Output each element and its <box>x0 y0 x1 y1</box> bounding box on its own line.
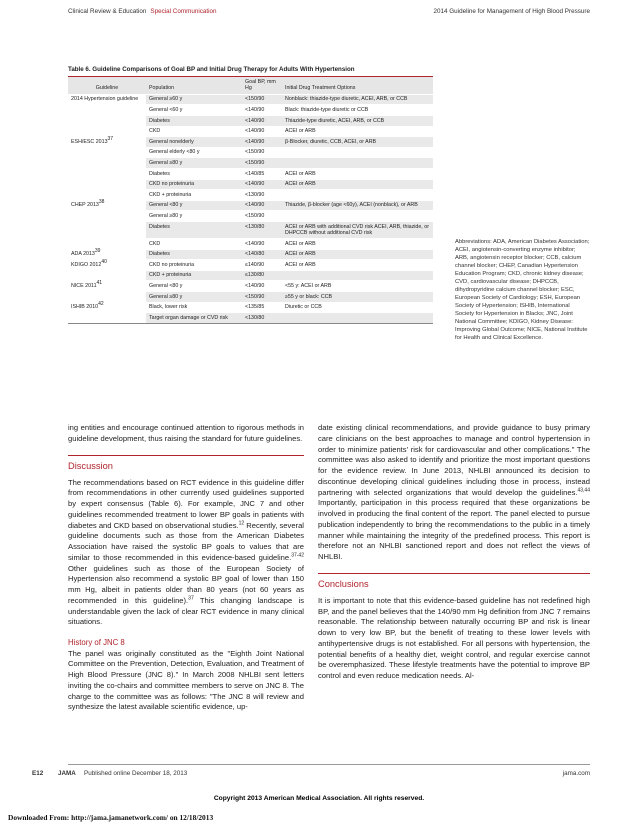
cell-guideline: CHEP 2013$^{38}$ <box>68 200 146 211</box>
cell-population: CKD <box>146 238 242 249</box>
cell-treatment <box>282 158 433 169</box>
cell-guideline: KDIGO 2012$^{40}$ <box>68 260 146 271</box>
table-caption: Table 6. Guideline Comparisons of Goal BP and Initial Drug Therapy for Adults With Hypertension <box>68 66 433 77</box>
cell-goal: <140/90 <box>242 126 282 137</box>
cell-goal: ≤130/80 <box>242 270 282 281</box>
cell-population: CKD <box>146 126 242 137</box>
subsection-heading-history: History of JNC 8 <box>68 638 125 647</box>
cell-population: CKD no proteinuria <box>146 260 242 271</box>
table-row <box>68 270 433 281</box>
cell-population: General <80 y <box>146 200 242 211</box>
table-row <box>68 94 433 105</box>
cell-population: CKD no proteinuria <box>146 179 242 190</box>
paragraph: date existing clinical recommendations, and provide guidance to busy primary care clinicians on the best approaches to manage and control hypertension in order to minimize patients' risk for cardiovascular and other complications." The committee was also asked to identify and prioritize the most important questions for the evidence review. In June 2013, NHLBI announced its decision to discontinue developing clinical guidelines including those in process, instead partnering with selected organizations that would develop the guidelines.$^{43,44}$ Importantly, participation in this process required that these organizations be involved in producing the final content of the report. The panel elected to pursue publication independently to bring the recommendations to the public in a timely manner while maintaining the integrity of the predefined process. This report is therefore not an NHLBI sanctioned report and does not reflect the views of NHLBI. <box>318 423 590 561</box>
cell-goal: <130/80 <box>242 221 282 238</box>
table-row <box>68 147 433 158</box>
cell-treatment: Nonblack: thiazide-type diuretic, ACEI, ARB, or CCB <box>282 94 433 105</box>
conclusions-paragraph: It is important to note that this evidence-based guideline has not redefined high BP, and the panel believes that the 140/90 mm Hg definition from JNC 7 remains reasonable. The relationship between naturally occurring BP and risk is linear down to very low BP, but the benefit of treating to these lower levels with antihypertensive drugs is not established. For all persons with hypertension, the potential benefits of a healthy diet, weight control, and regular exercise cannot be overemphasized. These lifestyle treatments have the potential to improve BP control and even reduce medication needs. Al- <box>318 595 590 680</box>
table-header-row <box>68 77 433 94</box>
section-heading-discussion: Discussion <box>68 455 304 472</box>
running-header <box>68 8 590 22</box>
cell-goal: <130/80 <box>242 313 282 323</box>
cell-population: Diabetes <box>146 116 242 127</box>
cell-treatment: <55 y: ACEI or ARB <box>282 281 433 292</box>
cell-guideline <box>68 270 146 281</box>
cell-guideline <box>68 105 146 116</box>
cell-guideline: ISHIB 2010$^{42}$ <box>68 302 146 313</box>
table-row <box>68 137 433 148</box>
cell-goal: <140/90 <box>242 116 282 127</box>
cell-goal: ≤140/90 <box>242 260 282 271</box>
cell-treatment: Diuretic or CCB <box>282 302 433 313</box>
cell-treatment: Thiazide-type diuretic, ACEI, ARB, or CCB <box>282 116 433 127</box>
table-row <box>68 238 433 249</box>
cell-guideline <box>68 221 146 238</box>
cell-population: CKD + proteinuria <box>146 270 242 281</box>
table-row <box>68 302 433 313</box>
cell-population: General <60 y <box>146 105 242 116</box>
page-footer <box>32 770 590 782</box>
cell-population: Target organ damage or CVD risk <box>146 313 242 323</box>
table-row <box>68 313 433 323</box>
page-number: E12 <box>32 770 44 777</box>
cell-goal: <140/85 <box>242 168 282 179</box>
col-header-treatment: Initial Drug Treatment Options <box>282 77 433 94</box>
cell-guideline: ESH/ESC 2013$^{37}$ <box>68 137 146 148</box>
cell-treatment: ACEI or ARB with additional CVD risk ACEI, ARB, thiazide, or DHPCCB without additional CVD risk <box>282 221 433 238</box>
cell-population: Diabetes <box>146 221 242 238</box>
table-row <box>68 281 433 292</box>
cell-guideline <box>68 168 146 179</box>
history-paragraph: The panel was originally constituted as the "Eighth Joint National Committee on the Prevention, Detection, Evaluation, and Treatment of High Blood Pressure (JNC 8)." In March 2008 NHLBI sent letters inviting the co-chairs and committee members to serve on JNC 8. The charge to the committee was as follows: "The JNC 8 will review and synthesize the latest available scientific evidence, up- <box>68 648 304 712</box>
journal-name: JAMA <box>58 770 76 777</box>
cell-goal: <135/85 <box>242 302 282 313</box>
cell-goal: <140/90 <box>242 105 282 116</box>
running-title: 2014 Guideline for Management of High Blood Pressure <box>433 8 590 15</box>
cell-goal: <140/90 <box>242 238 282 249</box>
cell-population: General ≥80 y <box>146 158 242 169</box>
cell-treatment: Thiazide, β-blocker (age <60y), ACEI (nonblack), or ARB <box>282 200 433 211</box>
cell-guideline: ADA 2013$^{39}$ <box>68 249 146 260</box>
table-row <box>68 221 433 238</box>
article-type: Special Communication <box>150 8 217 15</box>
cell-guideline <box>68 158 146 169</box>
cell-treatment: ACEI or ARB <box>282 126 433 137</box>
table-row <box>68 260 433 271</box>
cell-goal: <130/90 <box>242 190 282 201</box>
cell-treatment: ≥55 y or black: CCB <box>282 291 433 302</box>
cell-treatment <box>282 211 433 222</box>
cell-population: General ≥60 y <box>146 94 242 105</box>
cell-treatment: ACEI or ARB <box>282 260 433 271</box>
cell-treatment <box>282 313 433 323</box>
journal-site: jama.com <box>562 770 590 777</box>
cell-guideline <box>68 313 146 323</box>
cell-treatment: ACEI or ARB <box>282 249 433 260</box>
cell-goal: <150/90 <box>242 291 282 302</box>
cell-guideline <box>68 211 146 222</box>
table-row <box>68 249 433 260</box>
cell-treatment: ACEI or ARB <box>282 179 433 190</box>
cell-treatment: β-Blocker, diuretic, CCB, ACEI, or ARB <box>282 137 433 148</box>
table <box>68 77 433 323</box>
right-column <box>318 423 590 692</box>
col-header-goal-bp: Goal BP, mm Hg <box>242 77 282 94</box>
table-bottom-rule <box>68 323 433 324</box>
table-row <box>68 168 433 179</box>
cell-goal: <140/90 <box>242 137 282 148</box>
table-row <box>68 179 433 190</box>
cell-treatment: ACEI or ARB <box>282 238 433 249</box>
cell-population: General ≥80 y <box>146 211 242 222</box>
cell-guideline <box>68 190 146 201</box>
cell-goal: <140/90 <box>242 200 282 211</box>
cell-treatment <box>282 190 433 201</box>
cell-goal: <150/90 <box>242 94 282 105</box>
download-stamp: Downloaded From: http://jama.jamanetwork.com/ on 12/18/2013 <box>8 813 214 822</box>
table-row <box>68 291 433 302</box>
cell-guideline <box>68 291 146 302</box>
cell-guideline <box>68 238 146 249</box>
cell-guideline <box>68 179 146 190</box>
cell-goal: <150/90 <box>242 211 282 222</box>
cell-population: General nonelderly <box>146 137 242 148</box>
table-row <box>68 190 433 201</box>
paragraph: ing entities and encourage continued attention to rigorous methods in guideline development, thus raising the standard for future guidelines. <box>68 423 304 443</box>
cell-population: General elderly <80 y <box>146 147 242 158</box>
table-abbreviations: Abbreviations: ADA, American Diabetes Association; ACEI, angiotensin-converting enzyme inhibitor; ARB, angiotensin receptor blocker; CCB, calcium channel blocker; CHEP, Canadian Hypertension Education Program; CKD, chronic kidney disease; CVD, cardiovascular disease; DHPCCB, dihydropyridine calcium channel blocker; ESC, European Society of Cardiology; ESH, European Society of Hypertension; ISHIB, International Society for Hypertension in Blacks; JNC, Joint National Committee; KDIGO, Kidney Disease: Improving Global Outcome; NICE, National Institute for Health and Clinical Excellence. <box>455 239 590 341</box>
guideline-comparison-table <box>68 66 433 324</box>
cell-goal: <140/90 <box>242 179 282 190</box>
footer-divider <box>68 764 590 765</box>
discussion-paragraph: The recommendations based on RCT evidence in this guideline differ from recommendations in other currently used guidelines supported by expert consensus (Table 6). For example, JNC 7 and other guidelines recommended treatment to lower BP goals in patients with diabetes and CKD based on observational studies.$^{12}$ Recently, several guideline documents such as those from the American Diabetes Association have raised the systolic BP goals to values that are similar to those recommended in this evidence-based guideline.$^{37-42}$ Other guidelines such as those of the European Society of Hypertension also recommend a systolic BP goal of lower than 150 mm Hg, albeit in patients older than 80 years (not 60 years as recommended in this guideline).$^{37}$ This changing landscape is understandable given the lack of clear RCT evidence in many clinical situations. <box>68 477 305 627</box>
cell-goal: <140/80 <box>242 249 282 260</box>
col-header-guideline: Guideline <box>68 77 146 94</box>
publication-date: Published online December 18, 2013 <box>84 770 188 777</box>
copyright-notice: Copyright 2013 American Medical Association. All rights reserved. <box>213 795 425 802</box>
section-heading-conclusions: Conclusions <box>318 573 590 590</box>
cell-guideline: NICE 2011$^{41}$ <box>68 281 146 292</box>
cell-guideline <box>68 147 146 158</box>
cell-guideline: 2014 Hypertension guideline <box>68 94 146 105</box>
cell-population: Black, lower risk <box>146 302 242 313</box>
cell-treatment <box>282 147 433 158</box>
table-row <box>68 126 433 137</box>
cell-population: General <80 y <box>146 281 242 292</box>
cell-goal: <150/90 <box>242 158 282 169</box>
cell-guideline <box>68 116 146 127</box>
cell-population: Diabetes <box>146 249 242 260</box>
cell-population: Diabetes <box>146 168 242 179</box>
table-row <box>68 211 433 222</box>
cell-population: General ≥80 y <box>146 291 242 302</box>
cell-treatment: ACEI or ARB <box>282 168 433 179</box>
table-row <box>68 105 433 116</box>
table-row <box>68 158 433 169</box>
left-column <box>68 423 304 723</box>
table-body <box>68 94 433 322</box>
cell-goal: <150/90 <box>242 147 282 158</box>
table-row <box>68 116 433 127</box>
cell-treatment <box>282 270 433 281</box>
col-header-population: Population <box>146 77 242 94</box>
table-row <box>68 200 433 211</box>
cell-treatment: Black: thiazide-type diuretic or CCB <box>282 105 433 116</box>
cell-goal: <140/90 <box>242 281 282 292</box>
header-section: Clinical Review & Education Special Communication <box>68 8 217 15</box>
cell-population: CKD + proteinuria <box>146 190 242 201</box>
